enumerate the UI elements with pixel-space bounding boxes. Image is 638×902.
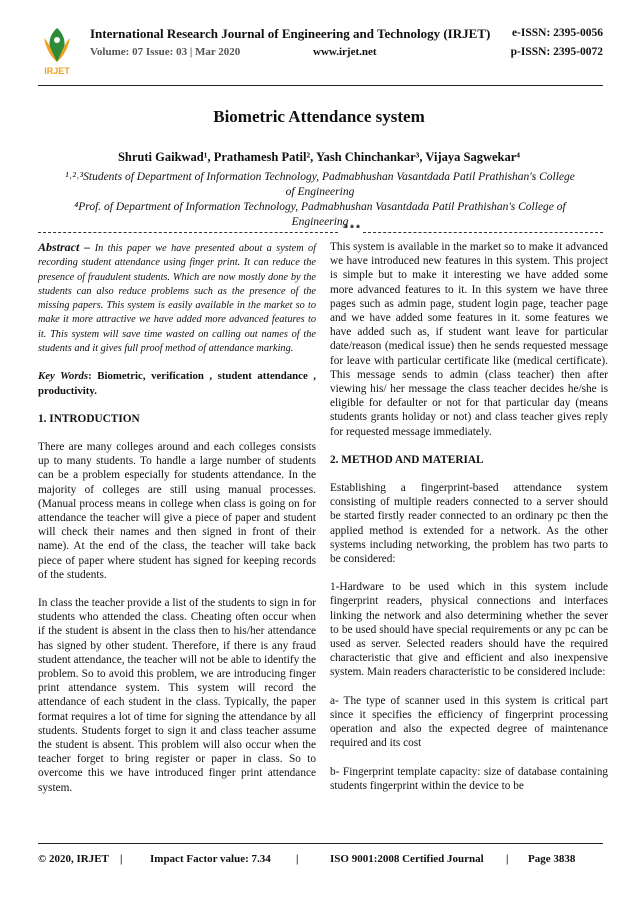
footer-separator: | bbox=[296, 853, 299, 865]
logo-text: IRJET bbox=[44, 66, 70, 76]
abstract bbox=[38, 240, 316, 355]
journal-title: International Research Journal of Engineering and Technology (IRJET) bbox=[90, 26, 491, 41]
abstract-label: Abstract – bbox=[38, 240, 91, 254]
method-paragraph-4: b- Fingerprint template capacity: size of database containing students fingerprint within the device to be bbox=[330, 765, 608, 792]
header-rule bbox=[38, 85, 603, 86]
volume-info: Volume: 07 Issue: 03 | Mar 2020 bbox=[90, 46, 241, 58]
method-paragraph-2: 1-Hardware to be used which in this system include fingerprint readers, physical connections and interfaces linking the network and also determining whether the sever to be used should have special requirements or any pc can be used as server. Selected readers should have the required characteristic that give and efficient and also inexpensive system. Main readers characteristic to be considered include: bbox=[330, 581, 608, 679]
section-separator bbox=[38, 226, 603, 238]
journal-website[interactable]: www.irjet.net bbox=[313, 46, 377, 58]
right-column bbox=[330, 240, 608, 807]
footer-separator: | bbox=[506, 853, 509, 865]
eissn: e-ISSN: 2395-0056 bbox=[511, 27, 603, 39]
author-list: Shruti Gaikwad¹, Prathamesh Patil², Yash Chinchankar³, Vijaya Sagwekar⁴ bbox=[117, 150, 521, 164]
separator-line-right bbox=[363, 232, 603, 233]
left-column bbox=[38, 240, 316, 809]
affiliation-professor: ⁴Prof. of Department of Information Technology, Padmabhushan Vasantdada Patil Prathishan's College of Engineering bbox=[74, 201, 566, 228]
system-paragraph: This system is available in the market so to make it advanced we have introduced new features in this system. This project is simple but to make it interesting we have added some more advanced features to it. In this system we have three pages such as admin page, student login page, teacher page and we have added some features in it. some features we have added such as, if student want leave for particular date/reason (medical issue) then he sends requested message for leave with particular certificate like (medical certificate). This message sends to admin (class teacher) then after viewing his/ her message the class teacher decides he/she is eligible for defaulter or not for that particular day (means students grants holiday or not) and class teacher gives reply for requested message immediately. bbox=[330, 241, 608, 438]
intro-heading: 1. INTRODUCTION bbox=[38, 412, 140, 425]
pissn: p-ISSN: 2395-0072 bbox=[510, 46, 603, 58]
abstract-text: In this paper we have presented about a system of recording student attendance using finger print. It can reduce the presence of fraudulent students. Which are now mostly done by the students can also reduce problems such as the presence of the missing papers. This system is easily available in the market so to make it more attractive we have added more advanced features to it. This system will save time wasted on calling out names of the students and it gives full proof method of attendance marking. bbox=[38, 243, 316, 355]
method-paragraph-3: a- The type of scanner used in this system is critical part since it specifies the efficiency of fingerprint processing operation and also the expected degree of maintenance required and its cost bbox=[330, 694, 608, 750]
footer-page-number: Page 3838 bbox=[528, 853, 576, 865]
keywords-label: Key Words bbox=[38, 370, 89, 383]
intro-paragraph-2: In class the teacher provide a list of the students to sign in for students who attended the class. Cheating often occur when if the student is absent in the class then to his/her attendance has signed by other student. Therefore, if there is any fraud student attendance, the teacher will not be able to identify the problem. So to avoid this problem, we are introducing finger print attendance system. This system will record the attendance of each student in the class. Typically, the paper format requires a lot of time for signing the attendance by all students. Students forget to sign it and class teacher assume the student is absent. This problem will also occur when the teacher forget to bring register or paper in class. So to overcome this we have introduced finger print attendance system. bbox=[38, 597, 316, 794]
page-header bbox=[38, 24, 603, 80]
separator-stars: *** bbox=[343, 225, 362, 236]
separator-line-left bbox=[38, 232, 338, 233]
footer-rule bbox=[38, 843, 603, 844]
intro-paragraph-1: There are many colleges around and each colleges consists up to many students. To handle a large number of students can be a problem especially for students attendance. In the majority of colleges are still using manual processes. (Manual process means in college when class is going on for attendance the teacher will give a piece of paper and student will check their names and then signed in front of their name). At the end of the class, the teacher will take back piece of paper where student has signed for keeping records of the students. bbox=[38, 440, 316, 581]
method-paragraph-1: Establishing a fingerprint-based attendance system consisting of multiple readers connected to a server should be started firstly reader connected to an ordinary pc then the applied method is extended for a network. As the other systems including networking, the problem has two parts to be considered: bbox=[330, 482, 608, 566]
paper-title: Biometric Attendance system bbox=[213, 107, 425, 126]
footer-impact-factor: Impact Factor value: 7.34 bbox=[150, 853, 271, 865]
footer-separator: | bbox=[120, 853, 123, 865]
footer-copyright: © 2020, IRJET bbox=[38, 853, 109, 865]
keywords bbox=[38, 369, 316, 397]
keywords-text: : Biometric, verification , student attendance , productivity. bbox=[38, 370, 316, 397]
footer-iso: ISO 9001:2008 Certified Journal bbox=[330, 853, 484, 865]
method-heading: 2. METHOD AND MATERIAL bbox=[330, 453, 484, 466]
irjet-logo-graphic bbox=[38, 24, 76, 66]
affiliation-students: ¹˒²˒³Students of Department of Information Technology, Padmabhushan Vasantdada Patil Prathishan's College of Engineering bbox=[65, 171, 575, 198]
irjet-logo bbox=[38, 24, 76, 80]
